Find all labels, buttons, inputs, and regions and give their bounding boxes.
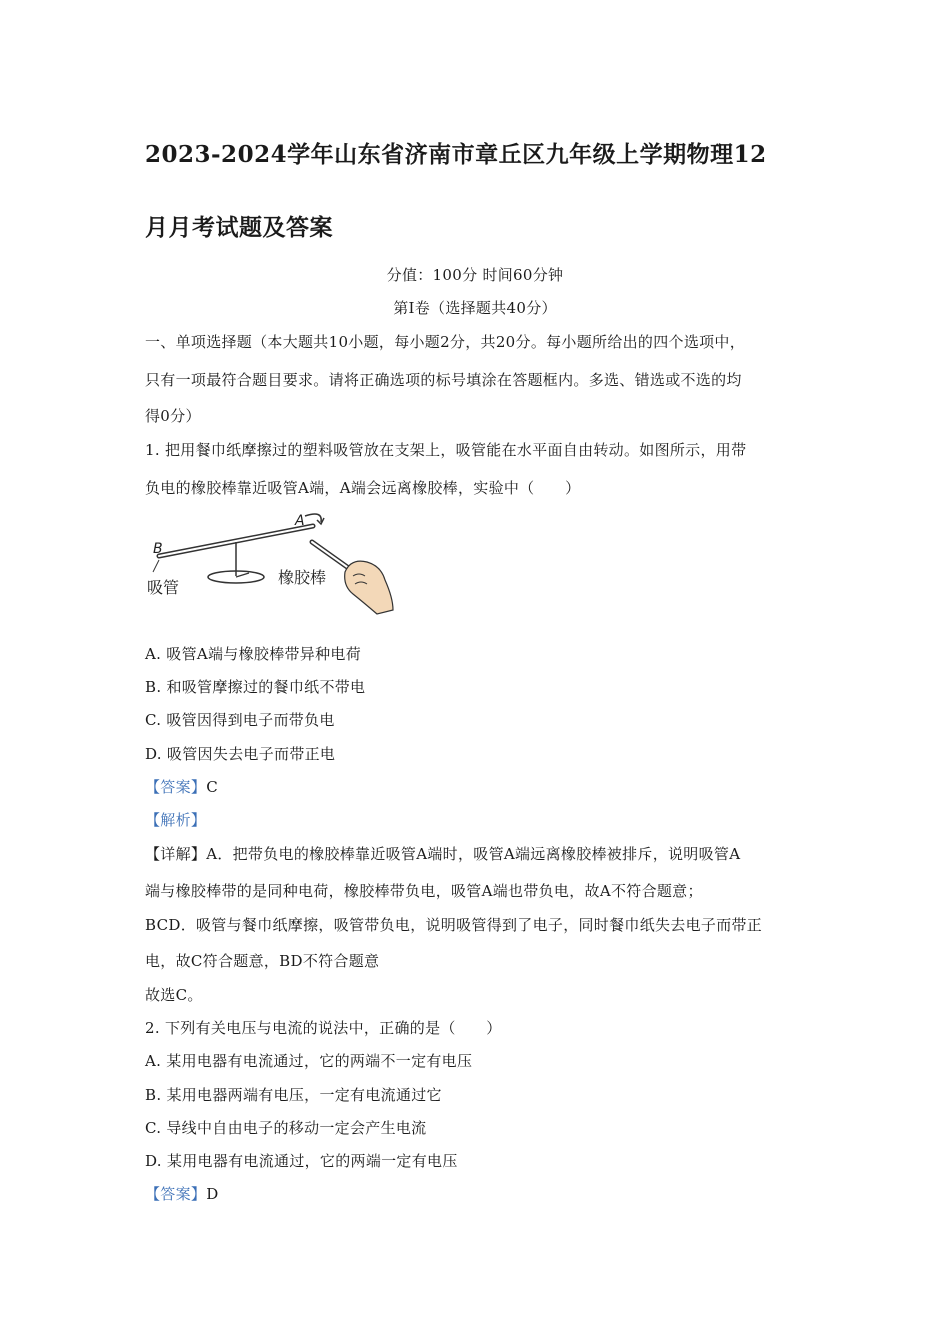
q1-detail-line [145, 843, 740, 864]
q1-option-d: D. 吸管因失去电子而带正电 [145, 745, 336, 763]
label-straw: 吸管 [147, 578, 180, 597]
q1-answer [145, 776, 218, 797]
hand-icon [345, 561, 393, 614]
q2-option-a: A. 某用电器有电流通过，它的两端不一定有电压 [145, 1052, 473, 1070]
q2-option-c: C. 导线中自由电子的移动一定会产生电流 [145, 1119, 427, 1137]
label-rod: 橡胶棒 [278, 568, 327, 587]
q2-option-b: B. 某用电器两端有电压，一定有电流通过它 [145, 1086, 442, 1104]
answer-tag: 【答案】 [145, 778, 207, 796]
doc-title-line1: 2023-2024学年山东省济南市章丘区九年级上学期物理12 [145, 141, 767, 168]
q1-conclusion: 故选C。 [145, 986, 203, 1004]
q1-stem-line: 1. 把用餐巾纸摩擦过的塑料吸管放在支架上，吸管能在水平面自由转动。如图所示，用带 [145, 441, 747, 459]
exam-meta: 分值：100分 时间60分钟 [386, 266, 564, 284]
section-intro-line: 一、单项选择题（本大题共10小题，每小题2分，共20分。每小题所给出的四个选项中， [145, 333, 746, 351]
q2-stem: 2. 下列有关电压与电流的说法中，正确的是（ ） [145, 1019, 502, 1037]
q1-option-c: C. 吸管因得到电子而带负电 [145, 711, 335, 729]
label-b: B [153, 541, 163, 557]
section-intro-line: 只有一项最符合题目要求。请将正确选项的标号填涂在答题框内。多选、错选或不选的均 [145, 371, 742, 389]
q1-stem-line: 负电的橡胶棒靠近吸管A端，A端会远离橡胶棒，实验中（ ） [145, 479, 581, 497]
section-intro-line: 得0分） [145, 407, 201, 425]
q2-option-d: D. 某用电器有电流通过，它的两端一定有电压 [145, 1152, 458, 1170]
detail-tag: 【详解】 [145, 845, 207, 863]
volume-heading: 第I卷（选择题共40分） [393, 299, 557, 317]
doc-title-line2: 月月考试题及答案 [145, 214, 333, 241]
q1-detail-line: BCD．吸管与餐巾纸摩擦，吸管带负电，说明吸管得到了电子，同时餐巾纸失去电子而带正 [145, 916, 763, 934]
detail-text: A．把带负电的橡胶棒靠近吸管A端时，吸管A端远离橡胶棒被排斥，说明吸管A [206, 845, 741, 863]
q2-answer [145, 1183, 219, 1204]
answer-tag: 【答案】 [145, 1185, 207, 1203]
q1-option-a: A. 吸管A端与橡胶棒带异种电荷 [145, 645, 362, 663]
q1-detail-line: 端与橡胶棒带的是同种电荷，橡胶棒带负电，吸管A端也带负电，故A不符合题意； [145, 882, 703, 900]
q1-analysis-heading [145, 809, 206, 830]
label-a: A [295, 513, 305, 529]
q1-detail-line: 电，故C符合题意，BD不符合题意 [145, 952, 380, 970]
q1-figure-straw-rod [145, 506, 400, 616]
q1-option-b: B. 和吸管摩擦过的餐巾纸不带电 [145, 678, 366, 696]
analysis-tag: 【解析】 [145, 811, 207, 829]
answer-value: D [206, 1185, 219, 1203]
answer-value: C [206, 778, 218, 796]
